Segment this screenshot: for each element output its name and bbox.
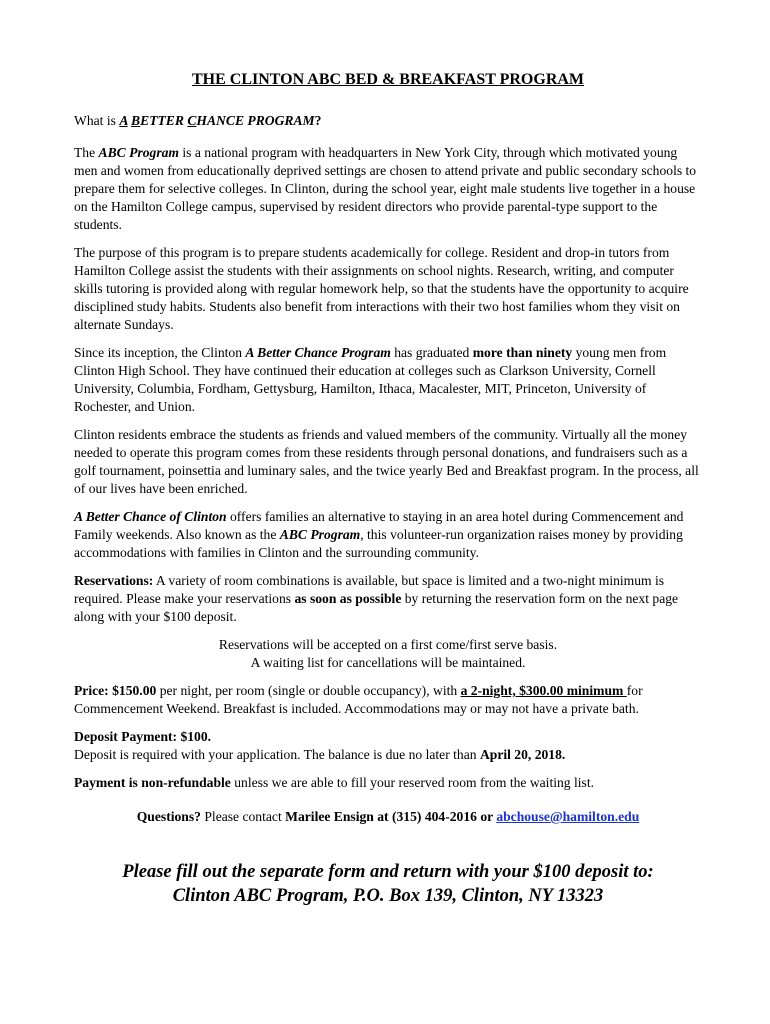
reservation-notice: Reservations will be accepted on a first come/first serve basis. A waiting list for cancellations will be maintained. <box>218 637 558 670</box>
paragraph-abc-program: The ABC Program is a national program with headquarters in New York City, through which motivated young men and women from educationally deprived settings are chosen to attend private and public secondary schools to prepare them for selective colleges. In Clinton, during the school year, eight male students live together in a house on the Hamilton College campus, supervised by resident directors who provide parental-type support to the students. <box>74 145 697 232</box>
closing-line-2: Clinton ABC Program, P.O. Box 139, Clinton, NY 13323 <box>172 886 604 906</box>
paragraph-alternative: A Better Chance of Clinton offers families an alternative to staying in an area hotel during Commencement and Family weekends. Also known as the ABC Program, this volunteer-run organization raises money by providing accommodations with families in Clinton and the surrounding community. <box>74 509 684 560</box>
contact-line: Questions? Please contact Marilee Ensign at (315) 404-2016 or abchouse@hamilton.edu <box>136 809 640 824</box>
document-title: THE CLINTON ABC BED & BREAKFAST PROGRAM <box>191 71 585 88</box>
paragraph-graduates: Since its inception, the Clinton A Better Chance Program has graduated more than ninety young men from Clinton High School. They have continued their education at colleges such as Clarkson University, Cornell University, Columbia, Fordham, Gettysburg, Hamilton, Ithaca, Macalester, MIT, Princeton, University of Rochester, and Union. <box>74 345 667 414</box>
paragraph-purpose: The purpose of this program is to prepare students academically for college. Resident and drop-in tutors from Hamilton College assist the students with their assignments on school nights. Research, writing, and computer skills tutoring is provided along with regular homework help, so that the students have the opportunity to acquire disciplined study habits. Students also benefit from interactions with their two host families whom they visit on alternate Sundays. <box>74 245 689 332</box>
paragraph-price: Price: $150.00 per night, per room (single or double occupancy), with a 2-night, $300.00 minimum for Commencement Weekend. Breakfast is included. Accommodations may or may not have a private bath. <box>74 683 643 716</box>
closing-instructions <box>74 860 702 908</box>
paragraph-deposit: Deposit Payment: $100. Deposit is required with your application. The balance is due no later than April 20, 2018. <box>74 729 566 762</box>
paragraph-reservations: Reservations: A variety of room combinations is available, but space is limited and a two-night minimum is required. Please make your reservations as soon as possible by returning the reservation form on the next page along with your $100 deposit. <box>74 573 679 624</box>
contact-email-link[interactable]: abchouse@hamilton.edu <box>496 809 640 824</box>
paragraph-residents: Clinton residents embrace the students as friends and valued members of the community. Virtually all the money needed to operate this program comes from these residents through personal donations, and fundraisers such as a golf tournament, poinsettia and luminary sales, and the twice yearly Bed and Breakfast program. In the process, all of our lives have been enriched. <box>74 427 699 496</box>
question-heading: What is A BETTER CHANCE PROGRAM? <box>74 113 322 128</box>
closing-line-1: Please fill out the separate form and return with your $100 deposit to: <box>122 862 654 882</box>
paragraph-refund: Payment is non-refundable unless we are able to fill your reserved room from the waiting list. <box>74 775 595 790</box>
